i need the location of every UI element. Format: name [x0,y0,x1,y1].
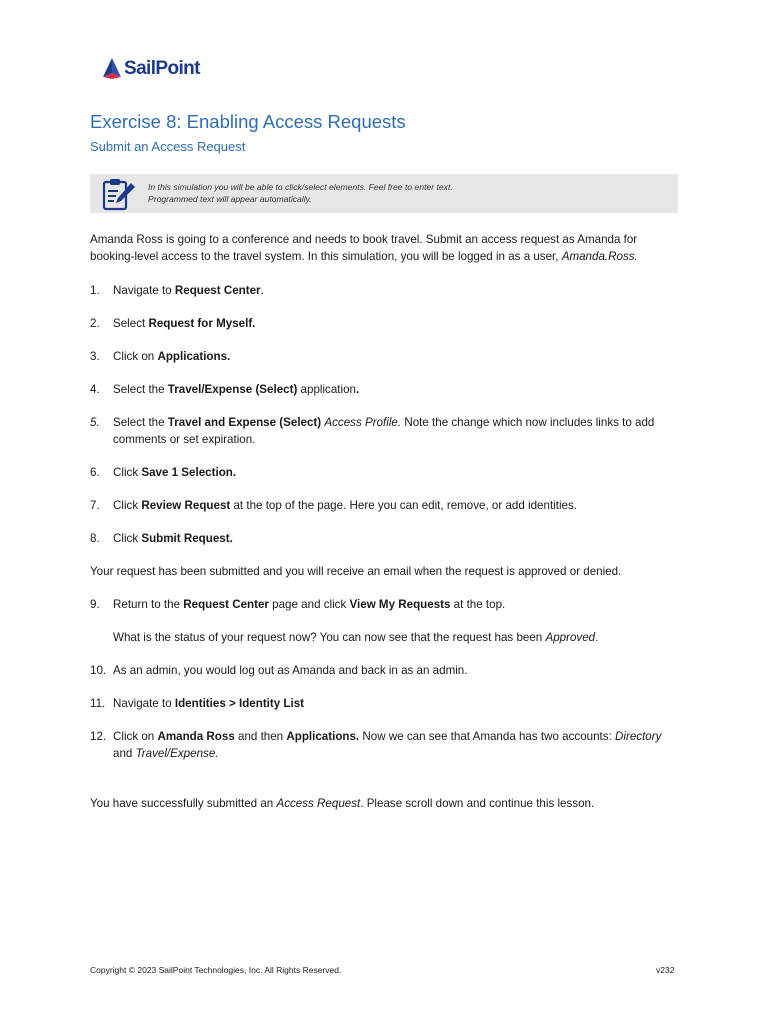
step-italic: Access Profile. [324,416,402,429]
step-text [113,316,679,333]
submitted-paragraph: Your request has been submitted and you will receive an email when the request is approved or denied. [90,565,622,578]
step-fragment: Select the [113,416,168,429]
step-fragment: Return to the [113,598,184,611]
step-emphasis: Review Request [141,499,231,512]
step-fragment: Click on [113,730,158,743]
note-line-1: In this simulation you will be able to click/select elements. Feel free to enter text. [148,182,453,192]
status-question: What is the status of your request now? You can now see that the request has been Approved. [113,631,599,644]
step-text [113,382,679,399]
step-number: 6. [90,466,100,479]
step-fragment: Navigate to [113,697,175,710]
step-text [113,597,679,614]
step-text [113,498,679,515]
step-number: 9. [90,598,100,611]
step-number: 3. [90,350,100,363]
step-number: 5. [90,416,100,429]
sailpoint-logo [101,57,200,81]
step-emphasis: Request Center [174,284,261,297]
simulation-note [90,174,678,213]
step-emphasis: Applications. [286,730,360,743]
step-fragment: Click [113,466,142,479]
step-fragment: . [260,284,264,297]
step-italic: Travel/Expense. [135,746,219,760]
step-number: 4. [90,383,100,396]
step-text [113,349,679,366]
step-fragment: and [113,746,136,760]
step-fragment: Click [113,499,142,512]
intro-line-2: booking-level access to the travel system. In this simulation, you will be logged in as a user, [90,249,562,263]
step-fragment: Note the change which now includes links to add [401,416,655,429]
step-text [113,283,679,300]
step-number: 11. [90,697,106,710]
logo-wordmark: SailPoint [124,58,200,79]
step-emphasis: Applications. [157,350,231,363]
footer-version: v232 [656,965,675,975]
step-fragment: application [297,383,356,396]
sailpoint-sail-icon [101,57,123,81]
step-text [113,663,679,680]
step-text [113,531,679,548]
step-text [113,465,679,482]
step-fragment: Now we can see that Amanda has two accounts: [359,730,616,743]
step-fragment: Click on [113,350,158,363]
note-line-2: Programmed text will appear automatically. [148,194,312,204]
step-italic: Directory [615,730,662,743]
step-number: 10. [90,664,107,677]
step-emphasis: Save 1 Selection. [141,466,237,479]
clipboard-edit-icon [100,177,136,211]
step-emphasis: Travel/Expense (Select) [167,383,298,396]
step-emphasis: Submit Request. [141,532,233,545]
step-number: 7. [90,499,100,512]
step-emphasis: Identities > Identity List [174,697,305,710]
step-fragment: Navigate to [113,284,175,297]
step-text [113,696,679,713]
step-number: 1. [90,284,100,297]
intro-user: Amanda.Ross. [561,249,638,263]
page-subtitle: Submit an Access Request [90,139,246,154]
step-fragment: comments or set expiration. [113,432,256,446]
step-fragment: page and click [268,598,350,611]
step-number: 8. [90,532,100,545]
step-number: 12. [90,730,107,743]
step-number: 2. [90,317,100,330]
step-fragment: Click [113,532,142,545]
step-emphasis: . [355,383,360,396]
intro-line-1: Amanda Ross is going to a conference and needs to book travel. Submit an access request as Amanda for [90,233,638,246]
step-emphasis: Request for Myself. [148,317,256,330]
step-fragment: As an admin, you would log out as Amanda and back in as an admin. [113,664,468,677]
step-fragment: Select [113,317,149,330]
step-text [113,415,679,448]
step-emphasis: Amanda Ross [157,730,235,743]
step-emphasis: Request Center [183,598,269,611]
step-fragment: and then [234,730,287,743]
step-fragment: at the top. [450,598,506,611]
step-fragment: Select the [113,383,168,396]
intro-paragraph [90,232,680,265]
page-title: Exercise 8: Enabling Access Requests [90,111,406,132]
step-text [113,729,679,762]
note-text [148,181,453,205]
step-fragment: at the top of the page. Here you can edit, remove, or add identities. [230,499,578,512]
closing-paragraph: You have successfully submitted an Access Request. Please scroll down and continue this lesson. [90,797,595,810]
footer-copyright: Copyright © 2023 SailPoint Technologies, Inc. All Rights Reserved. [90,965,342,975]
step-emphasis: Travel and Expense (Select) [167,416,322,429]
step-emphasis: View My Requests [349,598,451,611]
